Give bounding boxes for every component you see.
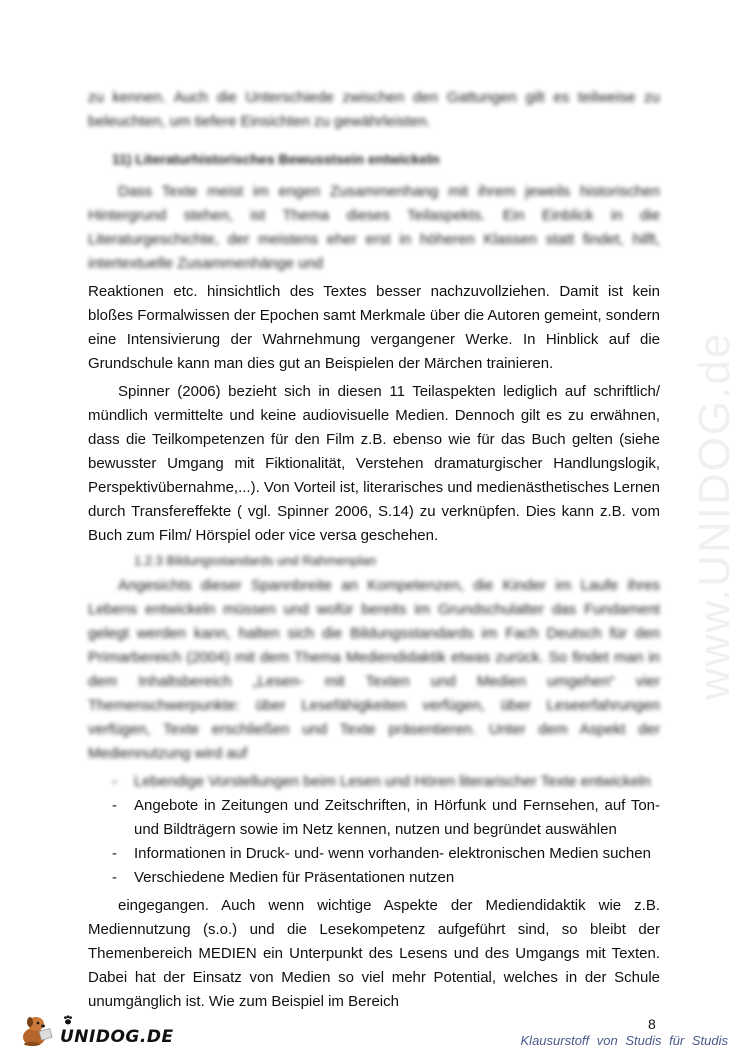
blurred-heading-11: 11) Literaturhistorisches Bewusstsein entwickeln — [112, 151, 440, 167]
list-dash: - — [112, 869, 117, 886]
paragraph-final: eingegangen. Auch wenn wichtige Aspekte der Mediendidaktik wie z.B. Mediennutzung (s.o.) und die Lesekompetenz aufgeführt sind, so bleibt der Themenbereich MEDIEN ein Unterpunkt des Lesens und des Umgangs mit Texten. Dabei hat der Einsatz von Medien so viel mehr Potential, welches in der Schule unumgänglich ist. Wie zum Beispiel im Bereich — [88, 897, 660, 1010]
list-item — [112, 842, 660, 866]
blurred-paragraph-11-start: Dass Texte meist im engen Zusammenhang mit ihrem jeweils historischen Hintergrund stehen, ist Thema dieses Teilaspekts. Ein Einblick in die Literaturgeschichte, der meistens eher erst in höheren Klassen statt findet, hilft, intertextuelle Zusammenhänge und — [88, 183, 660, 272]
list-dash: - — [112, 797, 117, 814]
blurred-paragraph-123: Angesichts dieser Spannbreite an Kompetenzen, die Kinder im Laufe ihres Lebens entwickeln müssen und wofür bereits im Grundschulalter das Fundament gelegt werden kann, halten sich die Bildungsstandards im Fach Deutsch für den Primarbereich (2004) mit dem Thema Mediendidaktik etwas zurück. So findet man in dem Inhaltsbereich „Lesen- mit Texten und Medien umgehen“ vier Themenschwerpunkte: über Lesefähigkeiten verfügen, über Leseerfahrungen verfügen, Texte erschließen und Texte präsentieren. Unter dem Aspekt der Mediennutzung wird auf — [88, 577, 660, 762]
footer-slogan: Klausurstoff von Studis für Studis — [520, 1033, 728, 1048]
list-dash: - — [112, 773, 117, 790]
paw-icon — [62, 1015, 74, 1027]
list-item — [112, 794, 660, 842]
list-item — [112, 866, 660, 890]
list-item-text: Informationen in Druck- und- wenn vorhanden- elektronischen Medien suchen — [134, 845, 651, 862]
logo-text: UNIDOG.DE — [60, 1027, 174, 1047]
dog-icon — [20, 1013, 56, 1047]
blurred-heading-123: 1.2.3 Bildungsstandards und Rahmenplan — [134, 553, 377, 568]
list-dash: - — [112, 845, 117, 862]
list-item-text: Lebendige Vorstellungen beim Lesen und Hören literarischer Texte entwickeln — [134, 773, 651, 790]
list-item — [112, 770, 660, 794]
bullet-list — [112, 770, 660, 890]
list-item-text: Angebote in Zeitungen und Zeitschriften, in Hörfunk und Fernsehen, auf Ton- und Bildträgern sowie im Netz kennen, nutzen und begründet auswählen — [134, 797, 660, 838]
unidog-logo[interactable] — [20, 1013, 174, 1047]
blurred-intro-paragraph: zu kennen. Auch die Unterschiede zwischen den Gattungen gilt es teilweise zu beleuchten, um tiefere Einsichten zu gewährleisten. — [88, 89, 660, 130]
list-item-text: Verschiedene Medien für Präsentationen nutzen — [134, 869, 455, 886]
watermark: www.UNIDOG.de — [690, 331, 739, 700]
page-number: 8 — [648, 1016, 656, 1032]
paragraph-spinner: Spinner (2006) bezieht sich in diesen 11 Teilaspekten lediglich auf schriftlich/ mündlich vermittelte und keine audiovisuelle Medien. Dennoch gilt es zu erwähnen, dass die Teilkompetenzen für den Film z.B. ebenso wie für das Buch gelten (siehe bewusster Umgang mit Fiktionalität, Verstehen dramaturgischer Handlungslogik, Perspektivübernahme,...). Von Vorteil ist, literarisches und medienästhetisches Lernen durch Transfereffekte ( vgl. Spinner 2006, S.14) zu verknüpfen. Dies kann z.B. vom Buch zum Film/ Hörspiel oder vice versa geschehen. — [88, 383, 660, 544]
paragraph-11-visible: Reaktionen etc. hinsichtlich des Textes besser nachzuvollziehen. Damit ist kein bloßes Formalwissen der Epochen samt Merkmale über die Autoren gemeint, sondern eine Intensivierung der Wahrnehmung vergangener Werke. In Hinblick auf die Grundschule kann man dies gut an Beispielen der Märchen trainieren. — [88, 283, 660, 372]
